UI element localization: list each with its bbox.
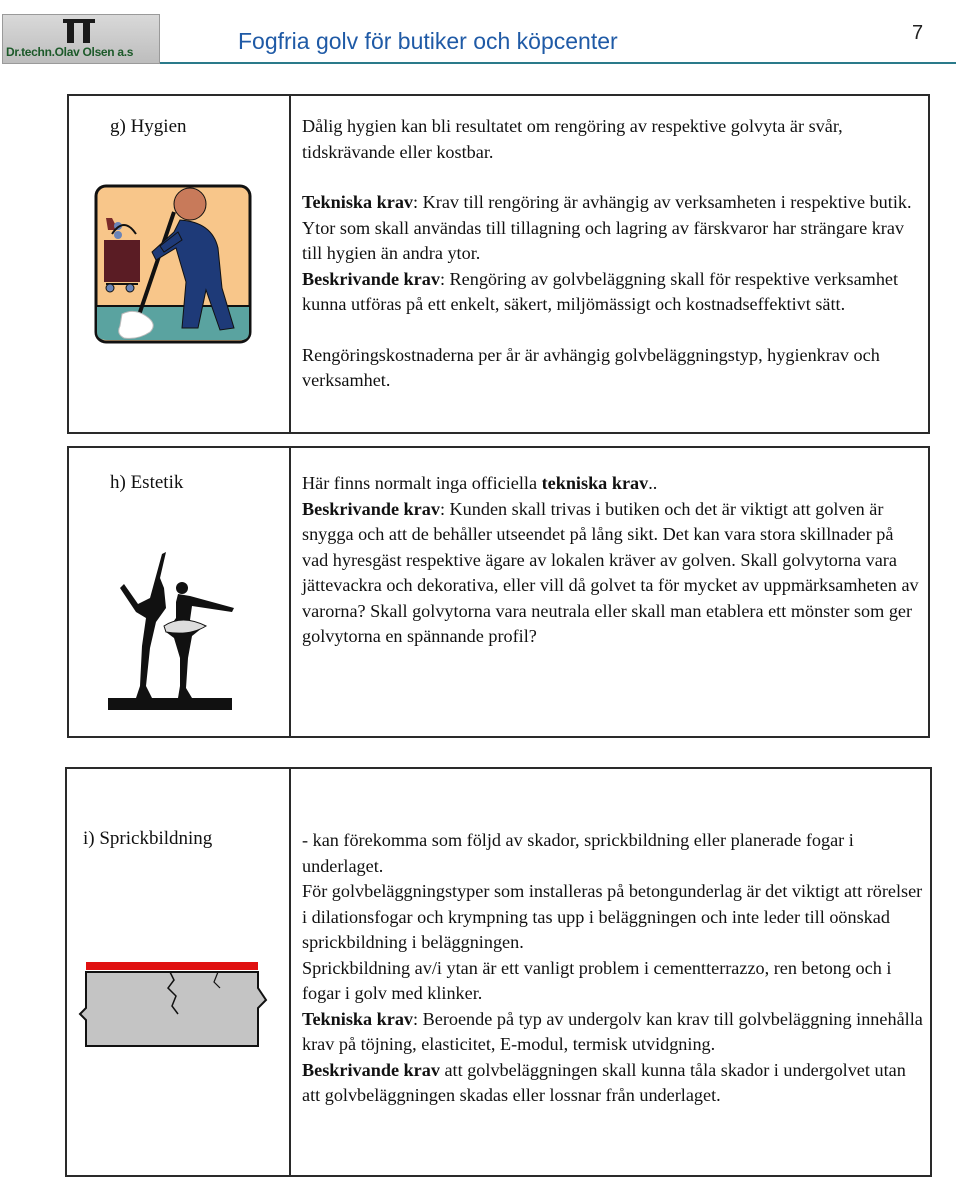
paragraph: Tekniska krav: Krav till rengöring är avhängig av verksamheten i respektive butik. Ytor som skall användas till tillagning och lagring av färskvaror har strängare krav till hygien än andra ytor. (302, 192, 912, 263)
column-divider (289, 769, 291, 1175)
document-title: Fogfria golv för butiker och köpcenter (238, 28, 618, 54)
section-label-estetik: h) Estetik (110, 472, 184, 493)
paragraph: Beskrivande krav: Rengöring av golvbeläggning skall för respektive verksamhet kunna utföras på ett enkelt, säkert, miljömässigt och kostnadseffektivt sätt. (302, 268, 899, 314)
paragraph: Beskrivande krav att golvbeläggningen skall kunna tåla skador i undergolvet utan att golvbeläggningen skadas eller lossnar från underlaget. (302, 1059, 906, 1105)
paragraph: Beskrivande krav: Kunden skall trivas i butiken och det är viktigt att golven är snygga och att de behåller utseendet på lång sikt. Det kan vara stora skillnader på vad hyresgäst respektive ägare av lokalen kräver av golven. Skall golvytorna vara jättevackra och dekorativa, eller vill då golvet ta för mycket av uppmärksamheten av varorna? Skall golvytorna vara neutrala eller skall man etablera ett mönster som ger golvytorna en spännande profil? (302, 498, 919, 646)
column-divider (289, 96, 291, 432)
bold-label: Tekniska krav (302, 1008, 414, 1029)
section-estetik-text (302, 471, 924, 650)
paragraph: Här finns normalt inga officiella tekniska krav.. (302, 473, 658, 493)
section-label-sprickbildning: i) Sprickbildning (83, 828, 213, 849)
bold-label: Beskrivande krav (302, 1059, 440, 1080)
bold-label: tekniska krav (541, 473, 649, 493)
section-label-hygien: g) Hygien (110, 116, 187, 137)
paragraph: Rengöringskostnaderna per år är avhängig golvbeläggningstyp, hygienkrav och verksamhet. (302, 344, 880, 390)
paragraph: Tekniska krav: Beroende på typ av undergolv kan krav till golvbeläggning innehålla krav på töjning, elasticitet, E-modul, termisk utvidgning. (302, 1008, 923, 1054)
bold-label: Tekniska krav (302, 192, 414, 212)
logo-text: Dr.techn.Olav Olsen a.s (6, 45, 134, 59)
column-divider (289, 448, 291, 736)
bold-label: Beskrivande krav (302, 498, 440, 519)
company-logo (2, 14, 160, 64)
paragraph: Dålig hygien kan bli resultatet om rengöring av respektive golvyta är svår, tidskrävande eller kostbar. (302, 116, 843, 162)
paragraph: För golvbeläggningstyper som installeras på betongunderlag är det viktigt att rörelser i dilationsfogar och krympning tas upp i beläggningen och inte leder till oönskad sprickbildning i beläggningen. (302, 881, 923, 952)
logo-mark-icon (61, 17, 97, 45)
cleaning-worker-icon (94, 178, 254, 350)
section-sprickbildning-text (302, 828, 926, 1109)
section-hygien-text (302, 114, 914, 394)
cracked-slab-icon (78, 958, 272, 1050)
bold-label: Beskrivande krav (302, 268, 440, 289)
header-rule (160, 62, 956, 64)
page-number: 7 (912, 22, 924, 44)
paragraph: - kan förekomma som följd av skador, sprickbildning eller planerade fogar i underlaget. (302, 830, 854, 876)
ballet-dancers-icon (106, 548, 242, 714)
paragraph: Sprickbildning av/i ytan är ett vanligt problem i cementterrazzo, ren betong och i fogar i golv med klinker. (302, 957, 892, 1003)
